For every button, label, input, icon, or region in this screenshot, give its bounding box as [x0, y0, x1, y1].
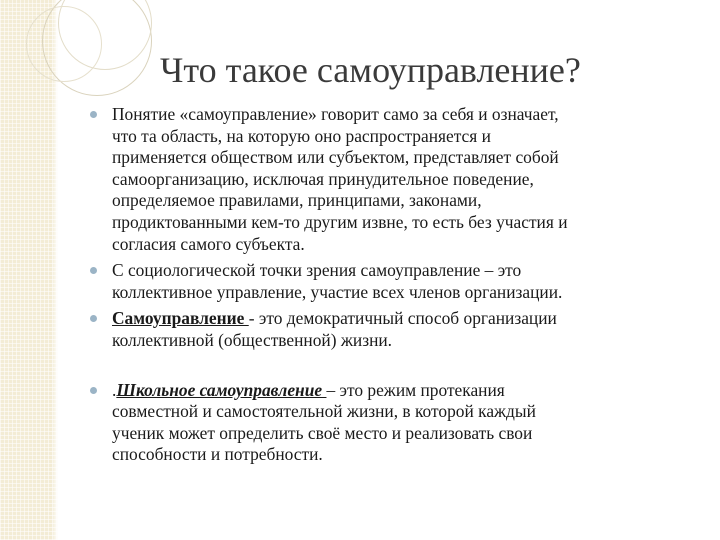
bullet-line: самоорганизацию, исключая принудительное поведение,: [112, 168, 534, 189]
bullet-icon: [90, 111, 97, 118]
bullet-icon: [90, 267, 97, 274]
term-school-self-government: Школьное самоуправление: [116, 379, 327, 400]
decorative-side-band: [0, 0, 58, 540]
bullet-line: совместной и самостоятельной жизни, в которой каждый: [112, 401, 536, 422]
stray-dot: .: [112, 379, 117, 400]
bullet-line: коллективное управление, участие всех членов организации.: [112, 281, 563, 302]
bullet-icon: [90, 387, 97, 394]
bullet-line: способности и потребности.: [112, 444, 323, 465]
decorative-circle: [26, 6, 102, 82]
bullet-item: [90, 308, 700, 351]
bullet-line: продиктованными кем-то другим извне, то есть без участия и: [112, 211, 568, 232]
bullet-line: [112, 308, 700, 330]
bullet-item: [90, 260, 700, 303]
bullet-line: определяемое правилами, принципами, законами,: [112, 190, 482, 211]
bullet-line: применяется обществом или субъектом, представляет собой: [112, 147, 559, 168]
bullet-item: [90, 380, 700, 466]
bullet-line: ученик может определить своё место и реализовать свои: [112, 422, 533, 443]
bullet-item: [90, 104, 700, 255]
term-self-government: Самоуправление: [112, 308, 249, 329]
slide-title: Что такое самоуправление?: [160, 50, 581, 90]
definition-text: – это режим протекания: [326, 379, 505, 400]
bullet-line: С социологической точки зрения самоуправление – это: [112, 260, 522, 281]
bullet-list: [90, 104, 700, 466]
bullet-line: что та область, на которую оно распространяется и: [112, 125, 491, 146]
bullet-icon: [90, 315, 97, 322]
bullet-line: Понятие «самоуправление» говорит само за себя и означает,: [112, 104, 559, 124]
bullet-line: [112, 380, 700, 402]
definition-text: - это демократичный способ организации: [248, 308, 557, 329]
bullet-line: коллективной (общественной) жизни.: [112, 329, 393, 350]
bullet-line: согласия самого субъекта.: [112, 233, 305, 254]
